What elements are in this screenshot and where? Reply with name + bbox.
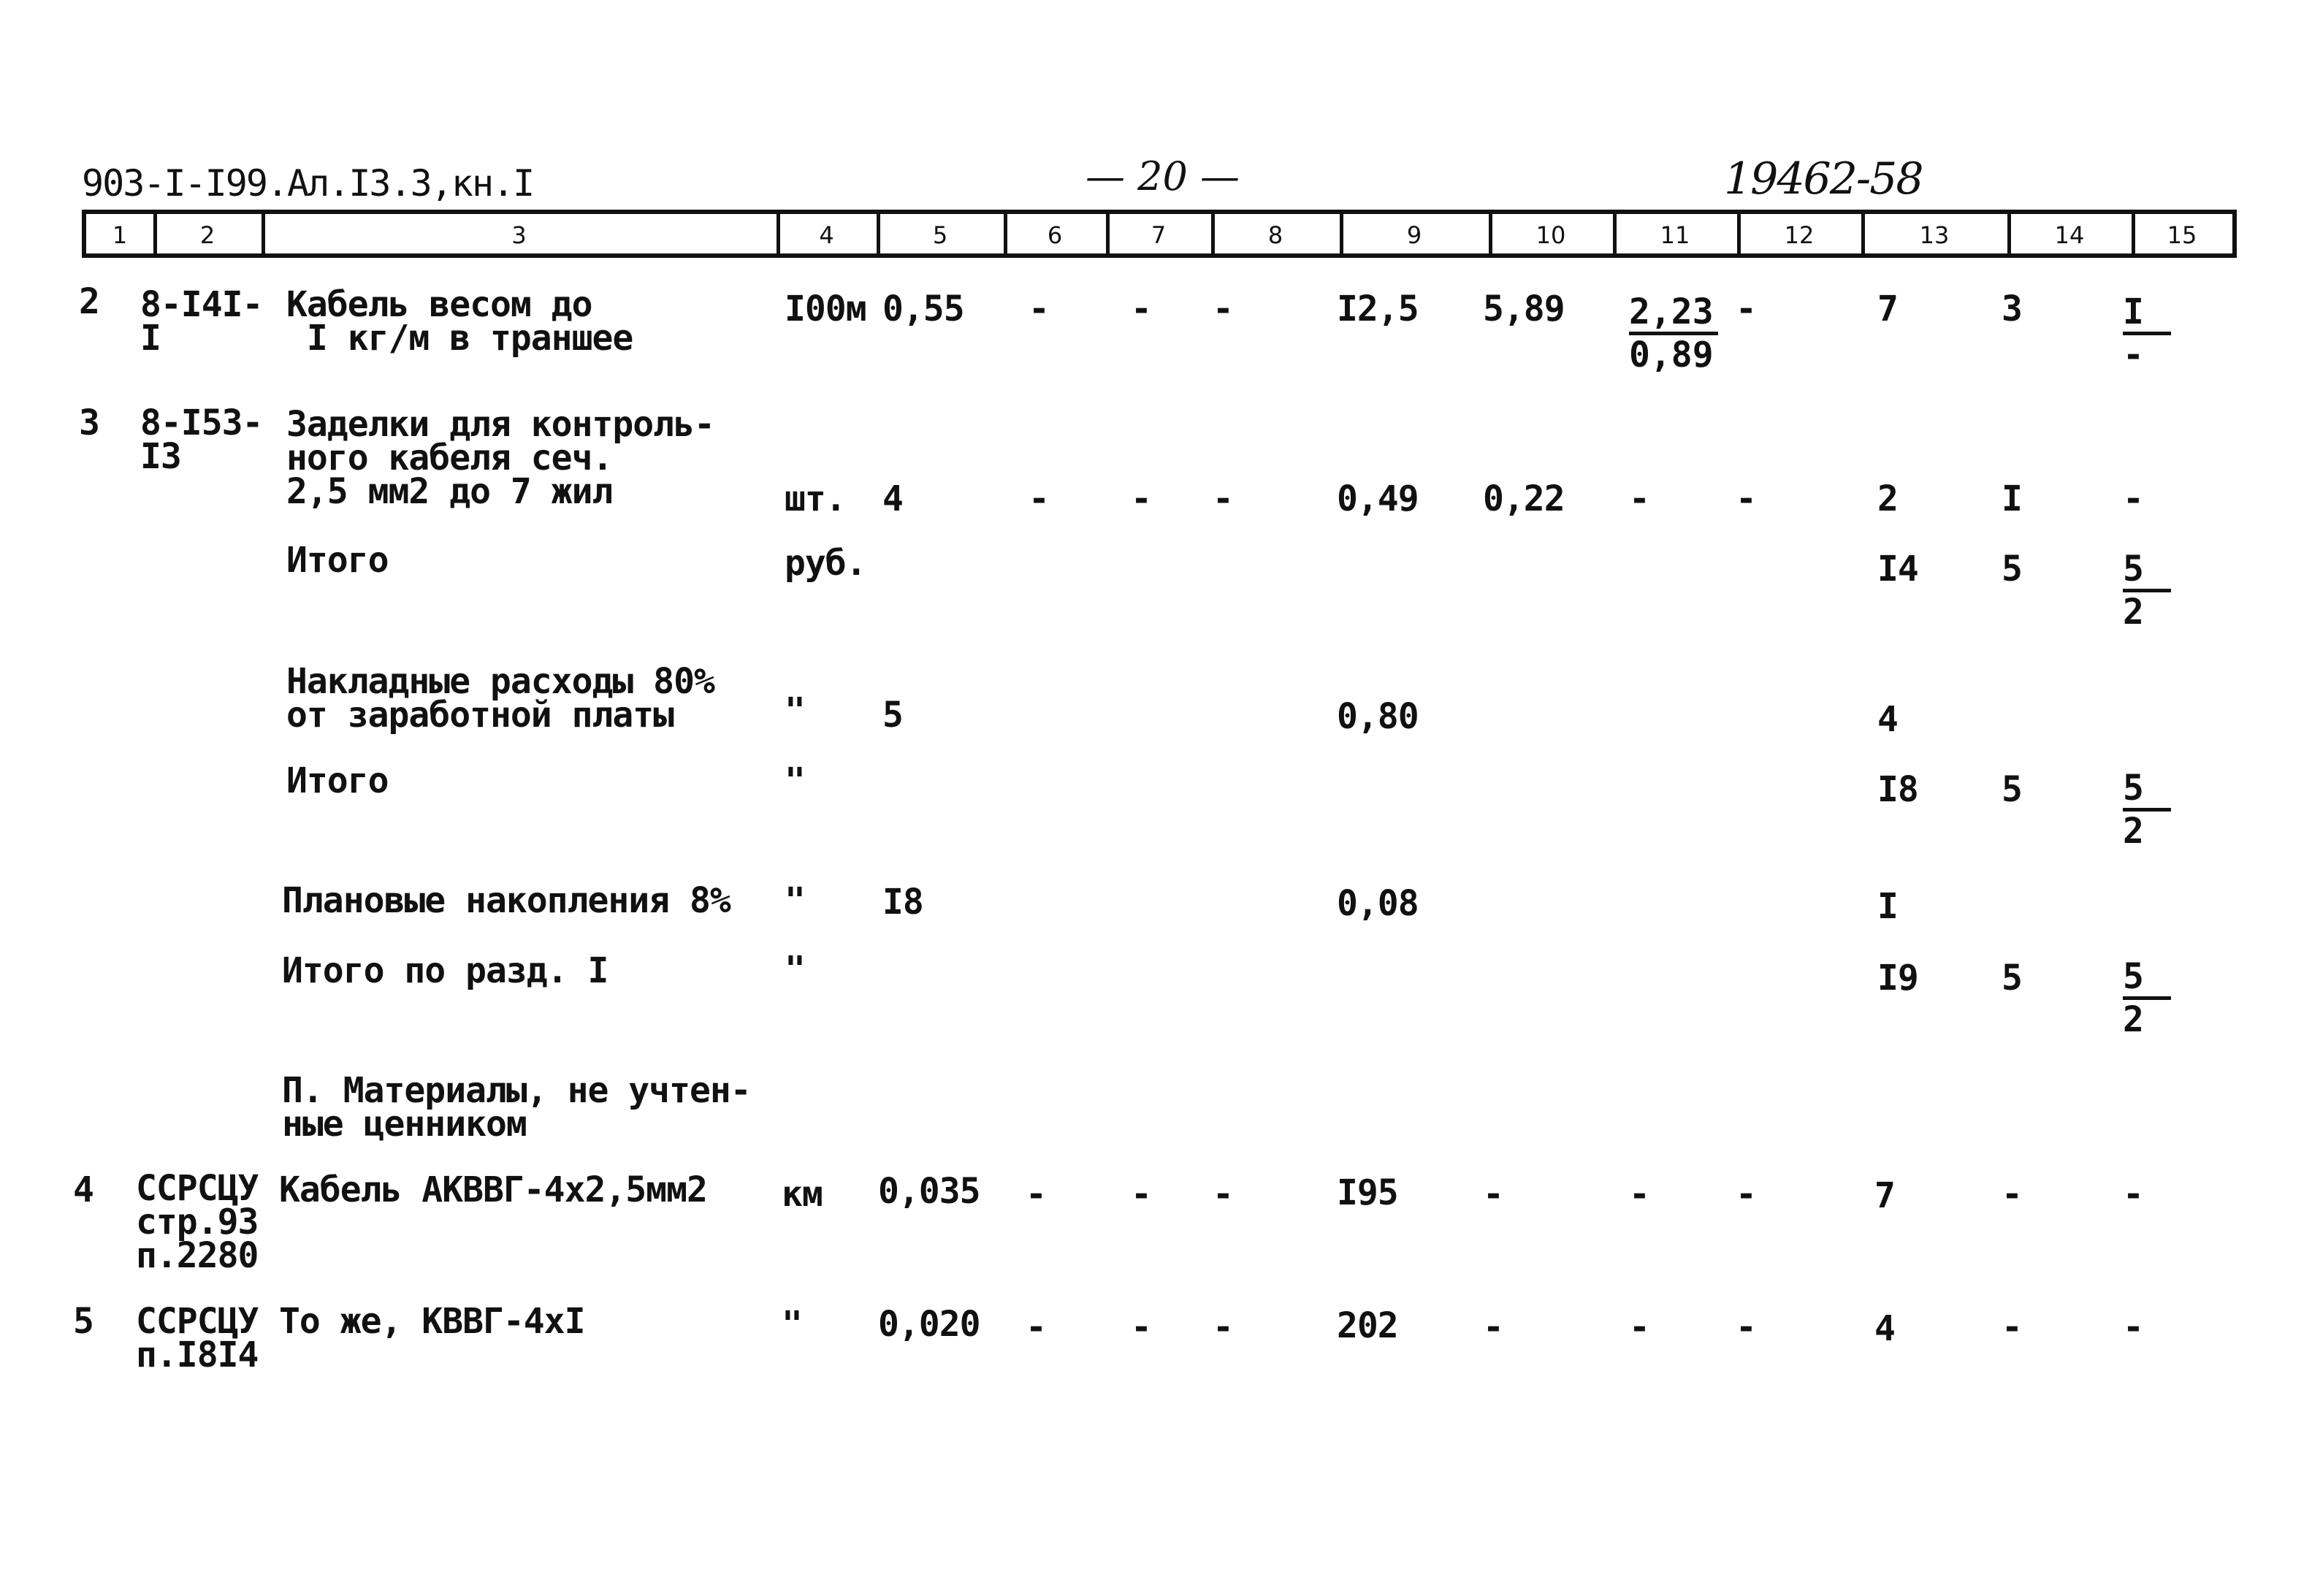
item-name: Итого bbox=[286, 760, 389, 801]
cell-col14: I bbox=[2002, 478, 2022, 519]
cell-col7: - bbox=[1131, 289, 1151, 329]
quantity: 0,035 bbox=[878, 1171, 980, 1212]
quantity: 5 bbox=[882, 695, 903, 736]
column-number: 14 bbox=[2054, 221, 2085, 249]
cell-col11: - bbox=[1629, 1307, 1649, 1348]
column-number: 12 bbox=[1784, 221, 1815, 249]
unit: " bbox=[785, 880, 805, 921]
unit: " bbox=[785, 690, 805, 731]
cell-col10: 5,89 bbox=[1483, 289, 1565, 329]
cell-col11: - bbox=[1629, 478, 1649, 519]
cell-col13: 4 bbox=[1877, 699, 1898, 740]
item-name: Итого bbox=[286, 540, 389, 581]
cell-col10: - bbox=[1483, 1174, 1503, 1215]
cell-col12: - bbox=[1736, 1174, 1756, 1215]
fraction-denominator: 0,89 bbox=[1629, 335, 1714, 375]
cell-col9: 0,80 bbox=[1337, 696, 1419, 737]
cell-col14: 3 bbox=[2002, 289, 2022, 329]
item-name: То же, КВВГ-4хI bbox=[279, 1301, 585, 1342]
cell-col6: - bbox=[1026, 1307, 1046, 1348]
unit: шт. bbox=[785, 478, 846, 519]
column-header-row bbox=[82, 210, 2237, 258]
unit: " bbox=[782, 1304, 802, 1345]
cell-col8: - bbox=[1213, 289, 1233, 329]
cell-col6: - bbox=[1029, 478, 1049, 519]
cell-col7: - bbox=[1131, 478, 1151, 519]
cell-col10: 0,22 bbox=[1483, 478, 1565, 519]
item-name: Итого по разд. I bbox=[282, 950, 608, 991]
column-number: 3 bbox=[511, 221, 527, 249]
rate-code: ССРСЦУ п.I8I4 bbox=[136, 1301, 259, 1375]
row-number: 4 bbox=[73, 1169, 94, 1210]
cell-col13: I4 bbox=[1877, 549, 1918, 589]
column-number: 6 bbox=[1047, 221, 1063, 249]
cell-col9: 0,08 bbox=[1337, 883, 1419, 924]
unit: км bbox=[782, 1174, 823, 1215]
fraction-numerator: 5 bbox=[2123, 768, 2171, 812]
cell-col15-fraction bbox=[2123, 292, 2171, 375]
fraction-denominator: 2 bbox=[2123, 592, 2144, 633]
section-heading: П. Материалы, не учтен- ные ценником bbox=[282, 1070, 751, 1145]
cell-col15-fraction bbox=[2123, 957, 2171, 1039]
quantity: 0,55 bbox=[882, 289, 964, 329]
cell-col8: - bbox=[1213, 478, 1233, 519]
column-number: 8 bbox=[1267, 221, 1283, 249]
cell-col9: 202 bbox=[1337, 1305, 1398, 1346]
unit: руб. bbox=[785, 543, 866, 584]
fraction-numerator: 5 bbox=[2123, 549, 2171, 592]
cell-col13: 7 bbox=[1874, 1175, 1895, 1216]
item-name: Накладные расходы 80% от заработной платы bbox=[286, 661, 714, 736]
fraction-numerator: 5 bbox=[2123, 957, 2171, 1000]
cell-col13: I8 bbox=[1877, 769, 1918, 810]
column-number: 9 bbox=[1406, 221, 1422, 249]
rate-code: 8-I53- I3 bbox=[140, 402, 263, 477]
cell-col13: I9 bbox=[1877, 958, 1918, 999]
cell-col14: - bbox=[2002, 1307, 2022, 1348]
cell-col9: I2,5 bbox=[1337, 289, 1419, 329]
item-name: Заделки для контроль- ного кабеля сеч. 2,5 мм2 до 7 жил bbox=[286, 404, 714, 512]
cell-col14: 5 bbox=[2002, 958, 2022, 999]
cell-col11: - bbox=[1629, 1174, 1649, 1215]
cell-col13: 4 bbox=[1874, 1308, 1895, 1349]
cell-col7: - bbox=[1131, 1307, 1151, 1348]
cell-col11-fraction bbox=[1629, 292, 1718, 375]
page-number: — 20 — bbox=[1086, 153, 1240, 199]
column-number: 7 bbox=[1151, 221, 1167, 249]
cell-col15-fraction bbox=[2123, 549, 2171, 632]
archive-stamp: 19462-58 bbox=[1724, 153, 1923, 205]
cell-col14: 5 bbox=[2002, 769, 2022, 810]
column-number: 2 bbox=[199, 221, 215, 249]
column-number: 11 bbox=[1660, 221, 1690, 249]
item-name: Кабель АКВВГ-4х2,5мм2 bbox=[279, 1169, 707, 1210]
cell-col6: - bbox=[1026, 1174, 1046, 1215]
cell-col15: - bbox=[2123, 478, 2143, 519]
quantity: 4 bbox=[882, 478, 903, 519]
unit: I00м bbox=[785, 289, 866, 329]
unit: " bbox=[785, 949, 805, 990]
cell-col6: - bbox=[1029, 289, 1049, 329]
quantity: I8 bbox=[882, 882, 923, 923]
column-number: 13 bbox=[1919, 221, 1950, 249]
rate-code: 8-I4I- I bbox=[140, 284, 263, 359]
quantity: 0,020 bbox=[878, 1304, 980, 1345]
cell-col14: - bbox=[2002, 1174, 2022, 1215]
item-name: Кабель весом до I кг/м в траншее bbox=[286, 284, 633, 359]
fraction-denominator: 2 bbox=[2123, 999, 2144, 1040]
cell-col13: I bbox=[1877, 886, 1898, 927]
rate-code: ССРСЦУ стр.93 п.2280 bbox=[136, 1168, 259, 1276]
cell-col9: I95 bbox=[1337, 1172, 1398, 1213]
unit: " bbox=[785, 760, 805, 801]
cell-col13: 2 bbox=[1877, 478, 1898, 519]
row-number: 3 bbox=[79, 402, 99, 443]
cell-col9: 0,49 bbox=[1337, 478, 1419, 519]
fraction-denominator: - bbox=[2123, 335, 2144, 375]
cell-col13: 7 bbox=[1877, 289, 1898, 329]
row-number: 5 bbox=[73, 1301, 94, 1342]
column-number: 1 bbox=[112, 221, 128, 249]
cell-col15-fraction bbox=[2123, 768, 2171, 851]
cell-col15: - bbox=[2123, 1174, 2143, 1215]
fraction-numerator: 2,23 bbox=[1629, 292, 1718, 335]
row-number: 2 bbox=[79, 281, 99, 322]
document-code: 903-I-I99.Ал.I3.3,кн.I bbox=[82, 162, 534, 205]
cell-col14: 5 bbox=[2002, 549, 2022, 589]
fraction-denominator: 2 bbox=[2123, 811, 2144, 852]
cell-col12: - bbox=[1736, 478, 1756, 519]
fraction-numerator: I bbox=[2123, 292, 2171, 335]
cell-col12: - bbox=[1736, 289, 1756, 329]
cell-col8: - bbox=[1213, 1307, 1233, 1348]
cell-col10: - bbox=[1483, 1307, 1503, 1348]
cell-col7: - bbox=[1131, 1174, 1151, 1215]
item-name: Плановые накопления 8% bbox=[282, 880, 730, 921]
column-number: 15 bbox=[2167, 221, 2197, 249]
cell-col8: - bbox=[1213, 1174, 1233, 1215]
column-number: 10 bbox=[1535, 221, 1566, 249]
column-number: 5 bbox=[932, 221, 948, 249]
column-number: 4 bbox=[819, 221, 834, 249]
cell-col12: - bbox=[1736, 1307, 1756, 1348]
cell-col15: - bbox=[2123, 1307, 2143, 1348]
